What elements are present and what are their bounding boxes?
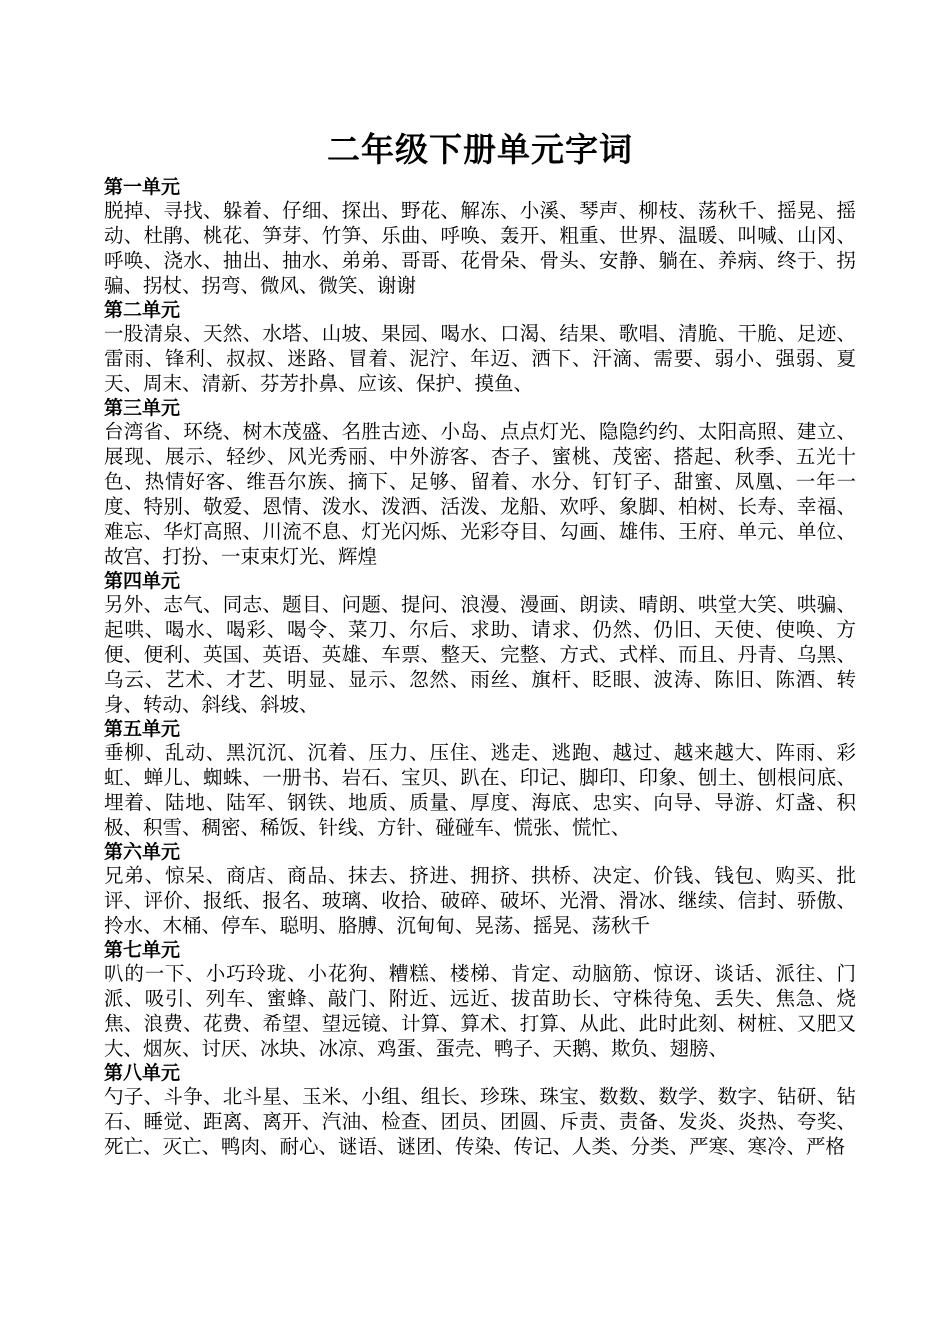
unit-4	[104, 570, 856, 717]
unit-1	[104, 176, 856, 298]
unit-heading: 第二单元	[104, 299, 181, 321]
unit-word-list: 兄弟、惊呆、商店、商品、抹去、挤进、拥挤、拱桥、决定、价钱、钱包、购买、批评、评价、报纸、报名、玻璃、收拾、破碎、破坏、光滑、滑冰、继续、信封、骄傲、拎水、木桶、停车、聪明、胳膊、沉甸甸、晃荡、摇晃、荡秋千	[104, 864, 856, 937]
unit-heading: 第四单元	[104, 570, 181, 592]
unit-word-list: 一股清泉、天然、水塔、山坡、果园、喝水、口渴、结果、歌唱、清脆、干脆、足迹、雷雨、锋利、叔叔、迷路、冒着、泥泞、年迈、洒下、汗滴、需要、弱小、强弱、夏天、周末、清新、芬芳扑鼻、应该、保护、摸鱼、	[104, 322, 856, 395]
unit-5	[104, 718, 856, 840]
unit-6	[104, 841, 856, 938]
unit-word-list: 台湾省、环绕、树木茂盛、名胜古迹、小岛、点点灯光、隐隐约约、太阳高照、建立、展现、展示、轻纱、风光秀丽、中外游客、杏子、蜜桃、茂密、搭起、秋季、五光十色、热情好客、维吾尔族、摘下、足够、留着、水分、钉钉子、甜蜜、凤凰、一年一度、特别、敬爱、恩情、泼水、泼洒、活泼、龙船、欢呼、象脚、柏树、长寿、幸福、难忘、华灯高照、川流不息、灯光闪烁、光彩夺目、勾画、雄伟、王府、单元、单位、故宫、打扮、一束束灯光、辉煌	[104, 420, 856, 568]
unit-word-list: 垂柳、乱动、黑沉沉、沉着、压力、压住、逃走、逃跑、越过、越来越大、阵雨、彩虹、蝉儿、蜘蛛、一册书、岩石、宝贝、趴在、印记、脚印、印象、刨土、刨根问底、埋着、陆地、陆军、钢铁、地质、质量、厚度、海底、忠实、向导、导游、灯盏、积极、积雪、稠密、稀饭、针线、方针、碰碰车、慌张、慌忙、	[104, 741, 856, 839]
unit-word-list: 勺子、斗争、北斗星、玉米、小组、组长、珍珠、珠宝、数数、数学、数字、钻研、钻石、睡觉、距离、离开、汽油、检查、团员、团圆、斥责、责备、发炎、炎热、夸奖、死亡、灭亡、鸭肉、耐心、谜语、谜团、传染、传记、人类、分类、严寒、寒冷、严格	[104, 1085, 856, 1158]
unit-word-list: 另外、志气、同志、题目、问题、提问、浪漫、漫画、朗读、晴朗、哄堂大笑、哄骗、起哄、喝水、喝彩、喝令、菜刀、尔后、求助、请求、仍然、仍旧、天使、使唤、方便、便利、英国、英语、英雄、车票、整天、完整、方式、式样、而且、丹青、乌黑、乌云、艺术、才艺、明显、显示、忽然、雨丝、旗杆、眨眼、波涛、陈旧、陈酒、转身、转动、斜线、斜坡、	[104, 593, 856, 716]
unit-7	[104, 939, 856, 1061]
page-title: 二年级下册单元字词	[327, 130, 633, 169]
unit-heading: 第六单元	[104, 841, 181, 863]
document-page	[104, 128, 856, 1160]
unit-2	[104, 299, 856, 396]
unit-heading: 第五单元	[104, 718, 181, 740]
unit-heading: 第一单元	[104, 176, 181, 198]
unit-word-list: 脱掉、寻找、躲着、仔细、探出、野花、解冻、小溪、琴声、柳枝、荡秋千、摇晃、摇动、杜鹃、桃花、笋芽、竹笋、乐曲、呼唤、轰开、粗重、世界、温暖、叫喊、山冈、呼唤、浇水、抽出、抽水、弟弟、哥哥、花骨朵、骨头、安静、躺在、养病、终于、拐骗、拐杖、拐弯、微风、微笑、谢谢	[104, 199, 856, 297]
unit-heading: 第三单元	[104, 397, 181, 419]
unit-heading: 第七单元	[104, 939, 181, 961]
unit-heading: 第八单元	[104, 1062, 181, 1084]
unit-8	[104, 1062, 856, 1159]
unit-word-list: 叭的一下、小巧玲珑、小花狗、糟糕、楼梯、肯定、动脑筋、惊讶、谈话、派往、门派、吸引、列车、蜜蜂、敲门、附近、远近、拔苗助长、守株待兔、丢失、焦急、烧焦、浪费、花费、希望、望远镜、计算、算术、打算、从此、此时此刻、树桩、又肥又大、烟灰、讨厌、冰块、冰凉、鸡蛋、蛋壳、鸭子、天鹅、欺负、翅膀、	[104, 962, 856, 1060]
unit-3	[104, 397, 856, 569]
